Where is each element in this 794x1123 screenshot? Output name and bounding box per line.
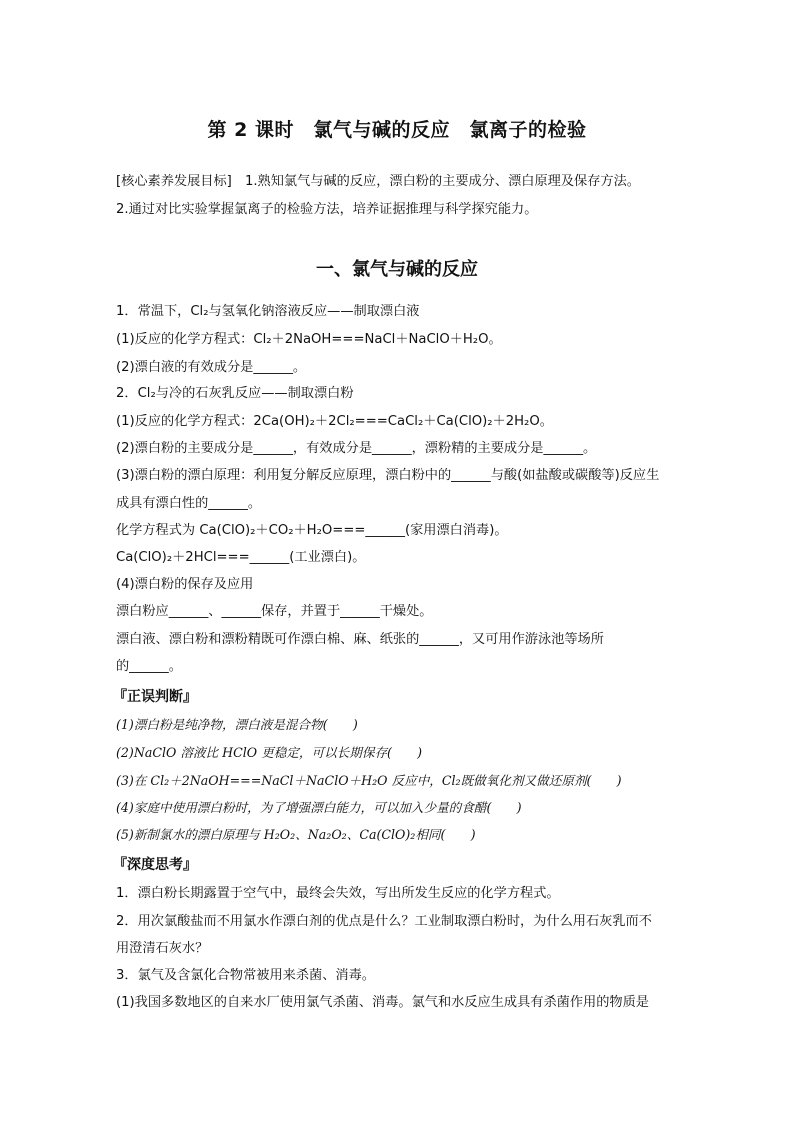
body-line: (1)反应的化学方程式：2Ca(OH)₂＋2Cl₂===CaCl₂＋Ca(ClO)₂＋2H₂O。 <box>116 414 553 429</box>
objectives-line-1: [核心素养发展目标] 1.熟知氯气与碱的反应，漂白粉的主要成分、漂白原理及保存方法。 <box>116 174 640 189</box>
body-line: (4)漂白粉的保存及应用 <box>116 577 254 592</box>
body-line: 化学方程式为 Ca(ClO)₂＋CO₂＋H₂O===______(家用漂白消毒)。 <box>116 523 508 538</box>
judge-section-tag: 『正误判断』 <box>113 689 197 705</box>
body-line: 1．常温下，Cl₂与氢氧化钠溶液反应——制取漂白液 <box>116 304 420 319</box>
body-line: (1)反应的化学方程式：Cl₂＋2NaOH===NaCl＋NaClO＋H₂O。 <box>116 332 502 347</box>
objectives-line-2: 2.通过对比实验掌握氯离子的检验方法，培养证据推理与科学探究能力。 <box>116 202 538 217</box>
judge-item: (4)家庭中使用漂白粉时，为了增强漂白能力，可以加入少量的食醋( ) <box>116 800 522 815</box>
body-line: 的______。 <box>116 659 182 674</box>
think-line: 1．漂白粉长期露置于空气中，最终会失效，写出所发生反应的化学方程式。 <box>116 886 560 901</box>
think-line: 2．用次氯酸盐而不用氯水作漂白剂的优点是什么？工业制取漂白粉时，为什么用石灰乳而不 <box>116 914 652 929</box>
judge-item: (5)新制氯水的漂白原理与 H₂O₂、Na₂O₂、Ca(ClO)₂相同( ) <box>116 827 476 842</box>
body-line: 2．Cl₂与冷的石灰乳反应——制取漂白粉 <box>116 386 354 401</box>
think-line: 用澄清石灰水？ <box>116 941 209 956</box>
think-section-tag: 『深度思考』 <box>113 857 197 873</box>
body-line: (3)漂白粉的漂白原理：利用复分解反应原理，漂白粉中的______与酸(如盐酸或碳酸等)反应生 <box>116 468 660 483</box>
page-title: 第 2 课时 氯气与碱的反应 氯离子的检验 <box>207 119 587 141</box>
body-line: 漂白液、漂白粉和漂粉精既可作漂白棉、麻、纸张的______，又可用作游泳池等场所 <box>116 632 604 647</box>
body-line: Ca(ClO)₂＋2HCl===______(工业漂白)。 <box>116 550 366 565</box>
judge-item: (3)在 Cl₂＋2NaOH===NaCl＋NaClO＋H₂O 反应中，Cl₂既做氧化剂又做还原剂( ) <box>116 773 622 788</box>
think-line: 3．氯气及含氯化合物常被用来杀菌、消毒。 <box>116 968 375 983</box>
section-heading: 一、氯气与碱的反应 <box>316 259 478 280</box>
body-line: 成具有漂白性的______。 <box>116 496 262 511</box>
judge-item: (2)NaClO 溶液比 HClO 更稳定，可以长期保存( ) <box>116 745 423 760</box>
body-line: (2)漂白液的有效成分是______。 <box>116 360 307 375</box>
judge-item: (1)漂白粉是纯净物，漂白液是混合物( ) <box>116 717 358 732</box>
body-line: 漂白粉应______、______保存，并置于______干燥处。 <box>116 604 433 619</box>
think-line: (1)我国多数地区的自来水厂使用氯气杀菌、消毒。氯气和水反应生成具有杀菌作用的物质是 <box>116 995 649 1010</box>
body-line: (2)漂白粉的主要成分是______，有效成分是______，漂粉精的主要成分是______。 <box>116 441 597 456</box>
